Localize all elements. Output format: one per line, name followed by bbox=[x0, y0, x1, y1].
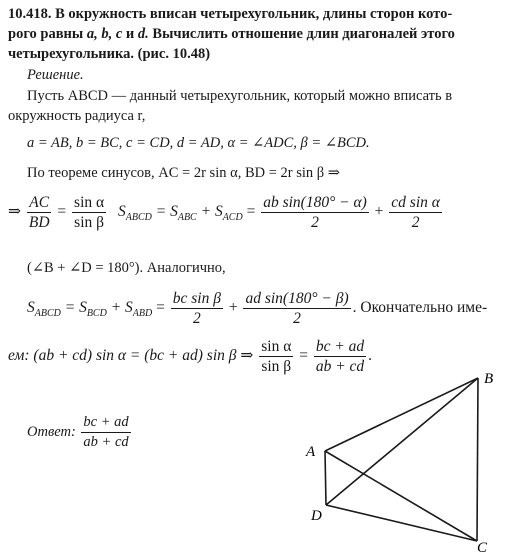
fraction-ac-bd: $\frac{AC}{BD}$ bbox=[28, 194, 50, 231]
problem-line-3: четырехугольника. (рис. 10.48) bbox=[8, 46, 211, 62]
vertex-label-d: D bbox=[311, 508, 322, 524]
solution-paragraph-line-2: окружность радиуса r, bbox=[8, 108, 146, 124]
equation-1: ⇒ $\frac{AC}{BD}$ = $\frac{\text{sin α}}{\text{sin β}}$ $S_{ABCD} = S_{ABC} + S_{ACD}$ = $\frac{\text{ab sin(180° − α)}}{2}$ + $\frac{\text{cd sin α}}{2}$ bbox=[8, 194, 440, 231]
solution-heading: Решение. bbox=[27, 67, 84, 83]
problem-number: 10.418. bbox=[8, 6, 52, 22]
side-bc bbox=[477, 378, 478, 541]
fraction-cd-sin: $\frac{\text{cd sin α}}{2}$ bbox=[391, 194, 440, 231]
side-da bbox=[325, 451, 326, 505]
equation-3: ем: (ab + cd) sin α = (bc + ad) sin β ⇒ $\frac{\text{sin α}}{\text{sin β}}$ = $\frac{bc + ad}{ab + cd}$ . bbox=[8, 338, 373, 375]
fraction-result: $\frac{bc + ad}{ab + cd}$ bbox=[315, 338, 365, 375]
sine-theorem-line: По теореме синусов, AC = 2r sin α, BD = 2r sin β ⇒ bbox=[27, 165, 340, 181]
vertex-label-c: C bbox=[477, 540, 488, 555]
answer-label: Ответ: bbox=[27, 423, 76, 440]
equation-2: $S_{ABCD} = S_{BCD} + S_{ABD}$ = $\frac{\text{bc sin β}}{2}$ + $\frac{\text{ad sin(180° − β)}}{2}$ . Окончательно име- bbox=[27, 290, 488, 327]
answer-fraction: $\frac{bc + ad}{ab + cd}$ bbox=[83, 414, 129, 450]
diagonal-ac bbox=[325, 451, 477, 541]
fraction-ad-sin: $\frac{\text{ad sin(180° − β)}}{2}$ bbox=[245, 290, 349, 327]
solution-paragraph-line-1: Пусть ABCD — данный четырехугольник, который можно вписать в bbox=[27, 88, 453, 104]
definitions-line: a = AB, b = BC, c = CD, d = AD, α = ∠ADC, β = ∠BCD. bbox=[27, 135, 370, 151]
vertex-label-b: B bbox=[484, 371, 494, 387]
fraction-sin-ratio-2: $\frac{\text{sin α}}{\text{sin β}}$ bbox=[261, 338, 292, 375]
fraction-bc-sin: $\frac{\text{bc sin β}}{2}$ bbox=[172, 290, 221, 327]
problem-text-1: В окружность вписан четырехугольник, длины сторон кото- bbox=[55, 6, 453, 22]
fraction-ab-sin: $\frac{\text{ab sin(180° − α)}}{2}$ bbox=[263, 194, 367, 231]
side-ab bbox=[325, 378, 478, 451]
vertex-label-a: A bbox=[306, 444, 316, 460]
angles-line: (∠B + ∠D = 180°). Аналогично, bbox=[27, 260, 226, 276]
diagonal-bd bbox=[326, 378, 478, 505]
side-cd bbox=[326, 505, 477, 541]
problem-line-2: рого равны a, b, c и d. Вычислить отношение длин диагоналей этого bbox=[8, 26, 455, 42]
fraction-sin-ratio: $\frac{\text{sin α}}{\text{sin β}}$ bbox=[74, 194, 105, 231]
